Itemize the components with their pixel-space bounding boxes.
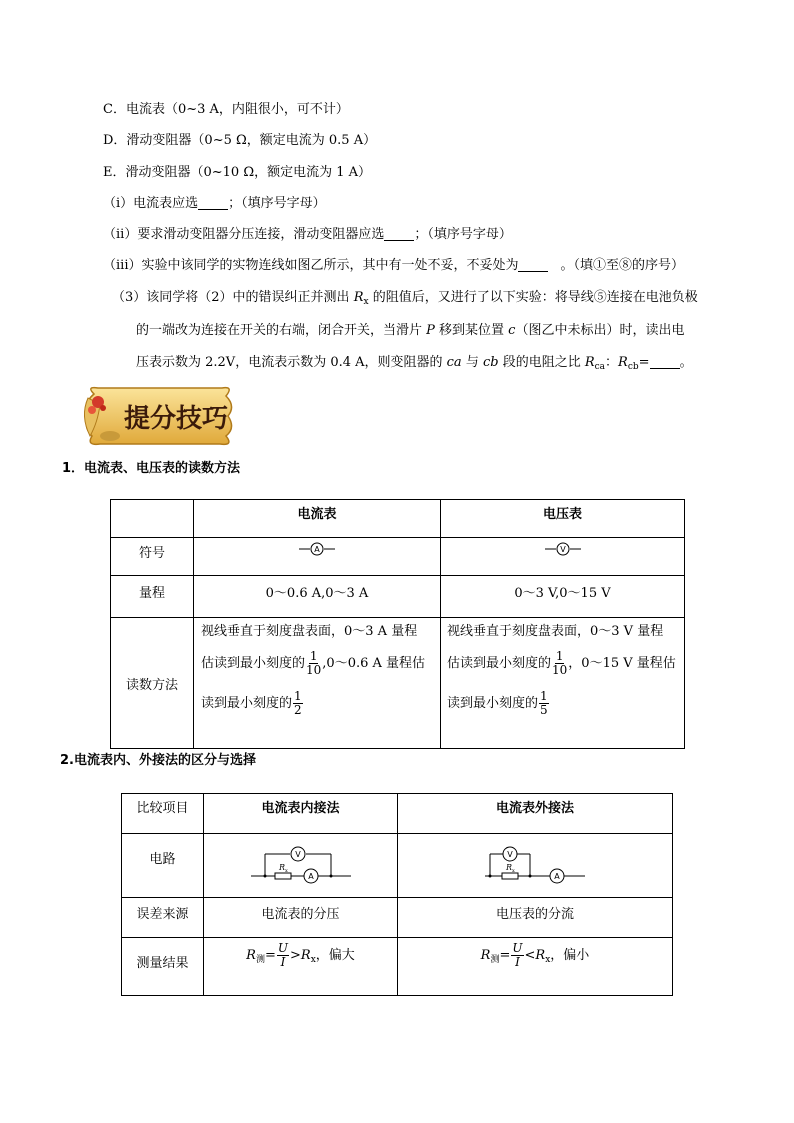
ammeter-label: A <box>554 871 560 881</box>
header-ammeter: 电流表 <box>194 500 441 538</box>
text: = <box>638 355 650 370</box>
answer-blank <box>384 226 414 241</box>
question-i-suffix: ；（填序号字母） <box>228 196 326 211</box>
inner-error: 电流表的分压 <box>204 898 398 938</box>
fraction <box>306 650 321 677</box>
header-item: 比较项目 <box>122 794 204 834</box>
ammeter-symbol-graphic <box>299 542 335 556</box>
tips-logo-text: 提分技巧 <box>123 404 229 434</box>
row-label-range: 量程 <box>111 576 194 618</box>
denominator: 2 <box>294 703 302 717</box>
text: 读到最小刻度的 <box>447 696 539 711</box>
ammeter-range: 0～0.6 A,0～3 A <box>194 576 441 618</box>
row-label-method: 读数方法 <box>111 618 194 749</box>
fraction <box>539 690 549 717</box>
row-label-symbol: 符号 <box>111 538 194 576</box>
math-var: R <box>480 948 491 963</box>
outer-circuit-cell <box>398 834 673 898</box>
text: 的阻值后，又进行了以下实验：将导线⑤连接在电池负极 <box>368 290 698 305</box>
text: > <box>290 948 301 963</box>
resistor-label: R <box>506 862 513 872</box>
math-sub: x <box>310 955 316 965</box>
text: ，偏小 <box>550 948 590 963</box>
math-var: ca <box>446 355 462 370</box>
denominator: I <box>515 955 520 969</box>
problem-3-line-1 <box>112 289 698 307</box>
outer-error: 电压表的分流 <box>398 898 673 938</box>
voltmeter-symbol-icon <box>545 542 581 556</box>
math-var: P <box>426 323 435 338</box>
math-sub: 测 <box>255 955 265 965</box>
voltmeter-method-line-3 <box>447 684 684 724</box>
voltmeter-method-line-2 <box>447 644 684 684</box>
math-sub: x <box>545 955 551 965</box>
voltmeter-label: V <box>294 849 301 859</box>
denominator: 10 <box>306 663 322 677</box>
text: ，0～15 V 量程估 <box>568 656 676 671</box>
ammeter-symbol-cell <box>194 538 441 576</box>
section-2-heading: 2.电流表内、外接法的区分与选择 <box>60 753 256 768</box>
outer-result <box>398 938 673 996</box>
numerator: 1 <box>555 649 564 663</box>
row-label-error: 误差来源 <box>122 898 204 938</box>
row-label-circuit: 电路 <box>122 834 204 898</box>
section-1-heading: 1．电流表、电压表的读数方法 <box>62 461 241 476</box>
voltmeter-symbol-cell <box>441 538 685 576</box>
math-var: R <box>618 355 628 370</box>
question-ii-suffix: ；（填序号字母） <box>414 227 512 242</box>
denominator: I <box>280 955 286 969</box>
ammeter-method <box>194 618 441 749</box>
numerator: 1 <box>540 689 548 703</box>
math-sub: cb <box>627 362 639 372</box>
ammeter-method-line-1: 视线垂直于刻度盘表面，0～3 A 量程 <box>201 624 418 639</box>
question-i <box>103 195 326 213</box>
tips-logo <box>76 382 240 450</box>
question-ii <box>103 226 512 244</box>
ammeter-symbol-icon <box>299 542 335 556</box>
ammeter-symbol-letter: A <box>314 545 320 554</box>
text: 压表示数为 2.2V，电流表示数为 0.4 A，则变阻器的 <box>136 355 447 370</box>
math-sub: ca <box>594 362 606 372</box>
text: 的一端改为连接在开关的右端，闭合开关，当滑片 <box>136 323 427 338</box>
math-var: R <box>584 355 595 370</box>
answer-blank <box>198 195 228 210</box>
denominator: 5 <box>540 703 548 717</box>
voltmeter-method-line-1: 视线垂直于刻度盘表面，0～3 V 量程 <box>447 624 664 639</box>
resistor-icon <box>275 873 291 879</box>
math-sub: x <box>363 297 369 307</box>
voltmeter-symbol-graphic <box>545 542 581 556</box>
math-var: cb <box>482 355 499 370</box>
ammeter-label: A <box>307 871 314 881</box>
text: = <box>499 948 511 963</box>
text: < <box>524 948 536 963</box>
tips-logo-graphic <box>76 382 240 450</box>
header-outer: 电流表外接法 <box>398 794 673 834</box>
table-header-empty <box>111 500 194 538</box>
answer-blank <box>650 354 680 369</box>
option-d: D．滑动变阻器（0~5 Ω，额定电流为 0.5 A） <box>103 133 377 148</box>
voltmeter-label: V <box>507 849 513 859</box>
text: 段的电阻之比 <box>498 355 585 370</box>
problem-3-line-2 <box>136 322 684 340</box>
text: 估读到最小刻度的 <box>447 656 552 671</box>
math-var: R <box>535 948 546 963</box>
text: 。 <box>679 355 693 370</box>
text: ，偏大 <box>315 948 355 963</box>
fraction <box>293 690 303 717</box>
question-iii-suffix: 。（填①至⑧的序号） <box>560 258 684 273</box>
ammeter-method-line-3 <box>201 684 440 724</box>
option-e: E．滑动变阻器（0~10 Ω，额定电流为 1 A） <box>103 165 372 180</box>
question-iii-text: （iii）实验中该同学的实物连线如图乙所示，其中有一处不妥，不妥处为 <box>103 258 519 273</box>
math-var: R <box>300 948 311 963</box>
numerator: U <box>277 941 289 955</box>
text: = <box>264 948 276 963</box>
numerator: U <box>512 941 523 955</box>
option-c: C．电流表（0~3 A，内阻很小，可不计） <box>103 102 349 117</box>
resistor-label: R <box>278 862 285 872</box>
voltmeter-range: 0～3 V,0～15 V <box>441 576 685 618</box>
text: ： <box>605 355 619 370</box>
inner-result <box>204 938 398 996</box>
math-sub: 测 <box>490 955 500 965</box>
outer-circuit-diagram <box>485 842 585 886</box>
text: （3）该同学将（2）中的错误纠正并测出 <box>112 290 354 305</box>
text: 移到某位置 <box>434 323 509 338</box>
text: 估读到最小刻度的 <box>201 656 306 671</box>
row-label-result: 测量结果 <box>122 938 204 996</box>
question-i-text: （i）电流表应选 <box>103 196 199 211</box>
text: 读到最小刻度的 <box>201 696 293 711</box>
fraction <box>511 942 523 969</box>
numerator: 1 <box>309 649 318 663</box>
inner-circuit-diagram <box>251 842 351 886</box>
math-var: R <box>353 290 364 305</box>
fraction <box>552 650 567 677</box>
connection-method-table <box>121 793 673 996</box>
question-ii-text: （ii）要求滑动变阻器分压连接，滑动变阻器应选 <box>103 227 385 242</box>
inner-circuit-cell <box>204 834 398 898</box>
question-iii <box>103 257 684 275</box>
text: 与 <box>461 355 483 370</box>
text: ,0～0.6 A 量程估 <box>322 656 426 671</box>
numerator: 1 <box>294 689 302 703</box>
header-voltmeter: 电压表 <box>441 500 685 538</box>
ammeter-method-line-2 <box>201 644 440 684</box>
resistor-label-sub: x <box>284 867 288 874</box>
text: （图乙中未标出）时，读出电 <box>515 323 685 338</box>
header-inner: 电流表内接法 <box>204 794 398 834</box>
math-var: c <box>508 323 516 338</box>
meter-reading-table <box>110 499 685 749</box>
problem-3-line-3 <box>136 354 693 372</box>
voltmeter-method <box>441 618 685 749</box>
resistor-label-sub: x <box>512 867 515 874</box>
math-var: R <box>246 948 256 963</box>
fraction <box>277 942 289 969</box>
resistor-icon <box>502 873 518 879</box>
answer-blank <box>518 257 548 272</box>
voltmeter-symbol-letter: V <box>559 545 566 554</box>
denominator: 10 <box>552 663 568 677</box>
